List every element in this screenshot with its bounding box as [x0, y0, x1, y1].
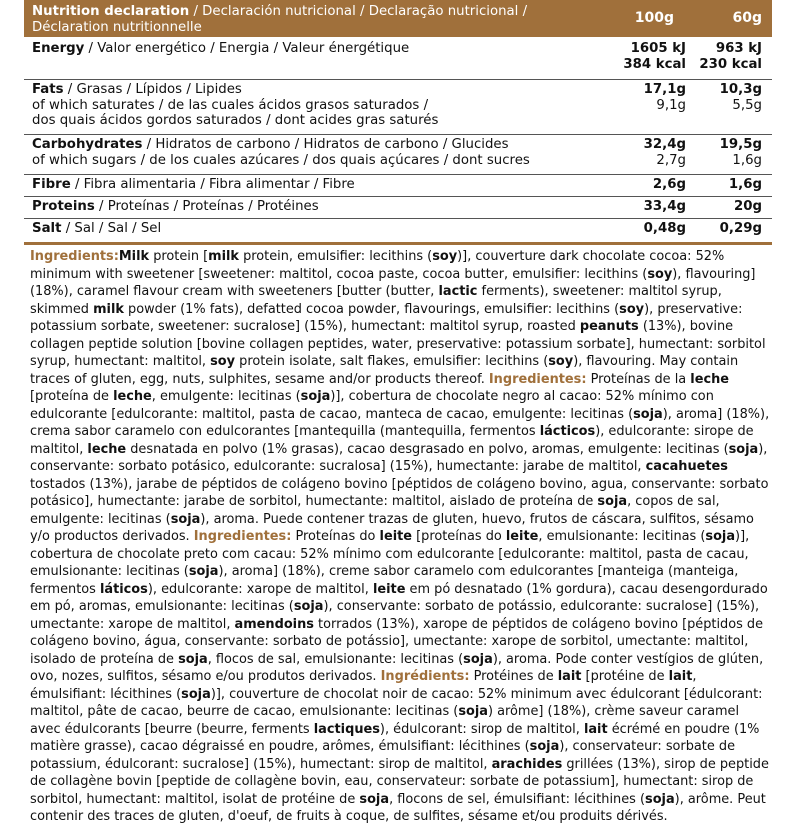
- allergen: soja: [728, 441, 759, 457]
- allergen: lait: [557, 669, 582, 684]
- ingredients-heading-es: Ingredientes:: [488, 371, 587, 387]
- row-label: Salt / Sal / Sal / Sel: [32, 221, 162, 236]
- allergen: leche: [87, 441, 127, 457]
- row-label: Fibre / Fibra alimentaria / Fibra alimentar / Fibre: [32, 177, 355, 192]
- allergen: soja: [181, 686, 211, 702]
- row-label: Proteins / Proteínas / Proteínas / Protéines: [32, 199, 319, 214]
- allergen: soja: [359, 791, 390, 807]
- allergen: soja: [705, 529, 736, 544]
- header-title: [32, 4, 592, 35]
- row-salt: [24, 219, 772, 241]
- allergen: lactiques: [313, 721, 380, 737]
- header-col-60g: 60g: [732, 10, 762, 26]
- ingredients-heading-pt: Ingredientes:: [193, 529, 292, 544]
- allergen: milk: [208, 249, 239, 264]
- value-60g: 0,29g: [719, 221, 762, 236]
- header-title-rest: / Declaración nutricional / Declaração nutricional / Déclaration nutritionnelle: [32, 4, 528, 35]
- allergen: leite: [372, 581, 406, 597]
- ingredients-heading-en: Ingredients:: [30, 249, 119, 264]
- allergen: lait: [668, 669, 693, 684]
- value-60g: 1,6g: [728, 177, 762, 192]
- allergen: soja: [645, 791, 675, 807]
- allergen: soy: [432, 249, 458, 264]
- allergen: cacahuetes: [645, 459, 728, 474]
- row-label: Fats / Grasas / Lípidos / Lipides of which saturates / de las cuales ácidos grasos saturados / dos quais ácidos gordos saturados / dont acides gras saturés: [32, 82, 439, 128]
- allergen: soy: [210, 354, 236, 369]
- allergen: leite: [505, 529, 539, 544]
- value-100g: 0,48g: [643, 221, 686, 236]
- allergen: amendoins: [234, 616, 314, 632]
- row-label: Energy / Valor energético / Energia / Valeur énergétique: [32, 41, 410, 56]
- allergen: lácticos: [539, 424, 596, 439]
- ingredients-en: Milk protein [milk protein, emulsifier: lecithins (soy)], couverture dark chocolate cocoa: 52% minimum with sweetener [sweetener: maltitol, cocoa paste, cocoa butter, emulsifier: lecithins (soy), flavouring] (18%), caramel flavour cream with sweeteners [butter (butter, lactic ferments), sweetener: maltitol syrup, skimmed milk powder (1% fats), defatted cocoa powder, flavourings, emulsifier: lecithins (soy), preservative: potassium sorbate, sweetener: sucralose] (15%), humectant: maltitol syrup, roasted peanuts (13%), bovine collagen peptide solution [bovine collagen peptides, water, preservative: potassium sorbate], humectant: sorbitol syrup, humectant: maltitol, soy protein isolate, salt flakes, emulsifier: lecithins (soy), flavouring. May contain traces of gluten, egg, nuts, sulphites, sesame and/or products thereof.: [30, 249, 766, 387]
- allergen: lactic: [438, 284, 478, 299]
- ingredients-text: [30, 248, 770, 826]
- ingredients-heading-fr: Ingrédients:: [380, 669, 470, 684]
- allergen: leite: [379, 529, 413, 544]
- allergen: soy: [619, 301, 645, 317]
- header-title-bold: Nutrition declaration: [32, 4, 190, 19]
- allergen: soy: [548, 354, 574, 369]
- row-label: Carbohydrates / Hidratos de carbono / Hidratos de carbono / Glucides of which sugars / de los cuales azúcares / dos quais açúcares / dont sucres: [32, 137, 530, 168]
- row-carbohydrates: [24, 135, 772, 175]
- allergen: láticos: [99, 581, 148, 597]
- row-energy: [24, 39, 772, 80]
- row-proteins: [24, 197, 772, 219]
- table-header: [24, 0, 772, 37]
- value-60g: 963 kJ 230 kcal: [699, 41, 762, 72]
- ingredients-pt: Proteínas do leite [proteínas do leite, emulsionante: lecitinas (soja)], cobertura de chocolate preto com cacau: 52% mínimo com edulcorante [edulcorante: maltitol, pasta de cacau, emulsionante: lecitinas (soja), aroma] (18%), creme sabor caramelo com edulcorantes [manteiga (manteiga, fermentos láticos), edulcorante: xarope de maltitol, leite em pó desnatado (1% gordura), cacau desengordurado em pó, aromas, emulsionante: lecitinas (soja), conservante: sorbato de potássio, edulcorante: sucralose] (15%), umectante: xarope de maltitol, amendoins torrados (13%), xarope de péptidos de colágeno bovino [péptidos de colágeno bovino, água, conservante: sorbato de potássio], umectante: xarope de sorbitol, umectante: maltitol, isolado de proteína de soja, flocos de sal, emulsionante: lecitinas (soja), aroma. Pode conter vestígios de glúten, ovo, nozes, sulfitos, sésamo e/ou produtos derivados.: [30, 529, 768, 684]
- allergen: soy: [647, 266, 673, 282]
- allergen: soja: [170, 511, 201, 527]
- row-fibre: [24, 175, 772, 197]
- allergen: leche: [113, 389, 152, 404]
- allergen: soja: [463, 651, 493, 667]
- allergen: lait: [583, 721, 608, 737]
- allergen: soja: [293, 599, 324, 614]
- ingredients-es: Proteínas de la leche [proteína de leche, emulgente: lecitinas (soja)], cobertura de chocolate negro al cacao: 52% mínimo con edulcorante [edulcorante: maltitol, pasta de cacao, manteca de cacao, emulgente: lecitinas (soja), aroma] (18%), crema sabor caramelo con edulcorantes [mantequilla (mantequilla, fermentos lácticos), edulcorante: sirope de maltitol, leche desnatada en polvo (1% grasas), cacao desgrasado en polvo, aromas, emulgente: lecitinas (soja), conservante: sorbato potásico, edulcorante: sucralosa] (15%), humectante: jarabe de maltitol, cacahuetes tostados (13%), jarabe de péptidos de colágeno bovino [péptidos de colágeno bovino, agua, conservante: sorbato potásico], humectante: jarabe de sorbitol, humectante: maltitol, aislado de proteína de soja, copos de sal, emulgente: lecitinas (soja), aroma. Puede contener trazas de gluten, huevo, frutos de cáscara, sulfitos, sésamo y/o productos derivados.: [30, 371, 770, 544]
- allergen: arachides: [491, 756, 563, 772]
- value-100g: 1605 kJ 384 kcal: [623, 41, 686, 72]
- allergen: soja: [178, 651, 208, 667]
- allergen: soja: [458, 704, 488, 719]
- allergen: soja: [188, 564, 219, 579]
- row-fats: [24, 80, 772, 135]
- value-100g: 32,4g 2,7g: [643, 137, 686, 168]
- allergen: Milk: [118, 249, 150, 264]
- header-col-100g: 100g: [634, 10, 674, 26]
- allergen: soja: [597, 494, 628, 509]
- ingredients-fr: Protéines de lait [protéine de lait, émulsifiant: lécithines (soja)], couverture de chocolat noir de cacao: 52% minimum avec édulcorant [édulcorant: maltitol, pâte de cacao, beurre de cacao, emulsionante: lecitinas (soja) arôme] (18%), crème saveur caramel avec édulcorants [beurre (beurre, ferments lactiques), édulcorant: sirop de maltitol, lait écrémé en poudre (1% matière grasse), cacao dégraissé en poudre, arômes, émulsifiant: lécithines (soja), conservateur: sorbate de potassium, édulcorant: sucralose] (15%), humectant: sirop de maltitol, arachides grillées (13%), sirop de peptide de collagène bovin [peptide de collagène bovin, eau, conservateur: sorbate de potassium], humectant: sirop de sorbitol, humectant: maltitol, isolat de protéine de soja, flocons de sel, émulsifiant: lécithines (soja), arôme. Peut contenir des traces de gluten, d'oeuf, de fruits à coque, de sulfites, sésame et/ou produits dérivés.: [30, 669, 769, 824]
- value-60g: 19,5g 1,6g: [719, 137, 762, 168]
- allergen: peanuts: [579, 319, 639, 334]
- value-100g: 33,4g: [643, 199, 686, 214]
- table-bottom-divider: [24, 242, 772, 245]
- allergen: milk: [93, 301, 124, 317]
- value-60g: 20g: [733, 199, 762, 214]
- value-100g: 17,1g 9,1g: [643, 82, 686, 113]
- allergen: soja: [633, 406, 663, 422]
- value-60g: 10,3g 5,5g: [719, 82, 762, 113]
- allergen: soja: [300, 389, 331, 404]
- value-100g: 2,6g: [652, 177, 686, 192]
- allergen: soja: [529, 739, 560, 754]
- allergen: leche: [690, 371, 730, 387]
